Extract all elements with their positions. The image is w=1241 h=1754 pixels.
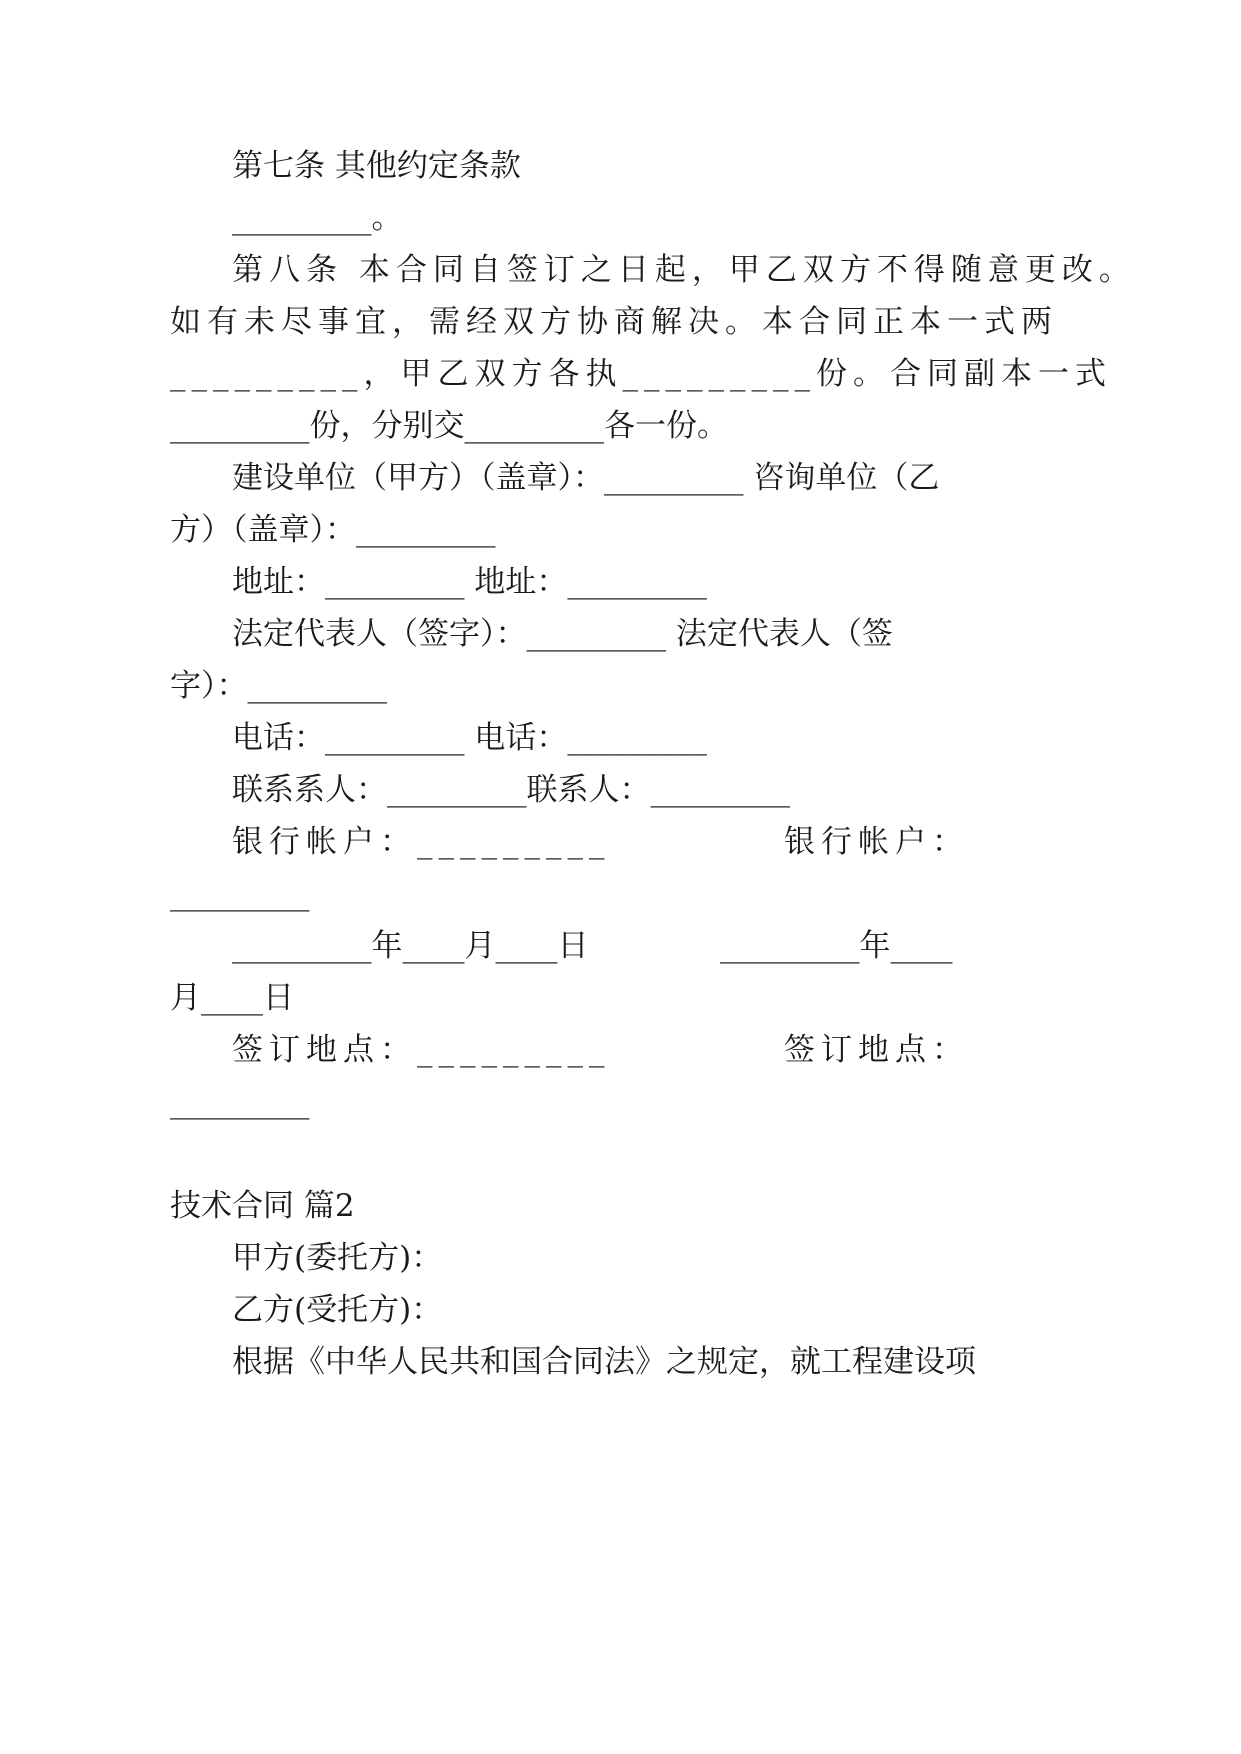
article-8-paragraph-line-4: _________份，分别交_________各一份。	[170, 408, 728, 444]
sign-place-right: 签订地点：	[784, 1032, 969, 1068]
article-7-heading: 第七条 其他约定条款	[232, 148, 521, 184]
party-b-line: 乙方(受托方)：	[232, 1292, 443, 1328]
sign-place-left: 签订地点：_________	[232, 1032, 611, 1068]
bank-account-blank: _________	[170, 876, 310, 912]
date-right-part-2: 月____日	[170, 980, 294, 1016]
article-8-paragraph-line-2: 如有未尽事宜，需经双方协商解决。本合同正本一式两	[170, 304, 1058, 340]
contact-line: 联系系人：_________联系人：_________	[232, 772, 790, 808]
legal-rep-line-1: 法定代表人（签字）：_________ 法定代表人（签	[232, 616, 893, 652]
legal-rep-line-2: 字）：_________	[170, 668, 387, 704]
article-8-paragraph-line-3: _________，甲乙双方各执_________份。合同副本一式	[170, 356, 1112, 392]
bank-account-right: 银行帐户：	[784, 824, 969, 860]
contract-2-intro: 根据《中华人民共和国合同法》之规定，就工程建设项	[232, 1344, 976, 1380]
article-8-paragraph-line-1: 第八条 本合同自签订之日起，甲乙双方不得随意更改。	[232, 252, 1136, 288]
phone-line: 电话：_________ 电话：_________	[232, 720, 707, 756]
article-7-blank: _________。	[232, 200, 403, 236]
date-left: _________年____月____日	[232, 928, 589, 964]
contract-2-title: 技术合同 篇2	[170, 1188, 355, 1224]
signature-unit-line-1: 建设单位（甲方）（盖章）：_________ 咨询单位（乙	[232, 460, 940, 496]
date-right-part-1: _________年____	[720, 928, 953, 964]
bank-account-left: 银行帐户：_________	[232, 824, 611, 860]
signature-unit-line-2: 方）（盖章）：_________	[170, 512, 496, 548]
party-a-line: 甲方(委托方)：	[232, 1240, 443, 1276]
address-line: 地址：_________ 地址：_________	[232, 564, 707, 600]
sign-place-blank: _________	[170, 1084, 310, 1120]
